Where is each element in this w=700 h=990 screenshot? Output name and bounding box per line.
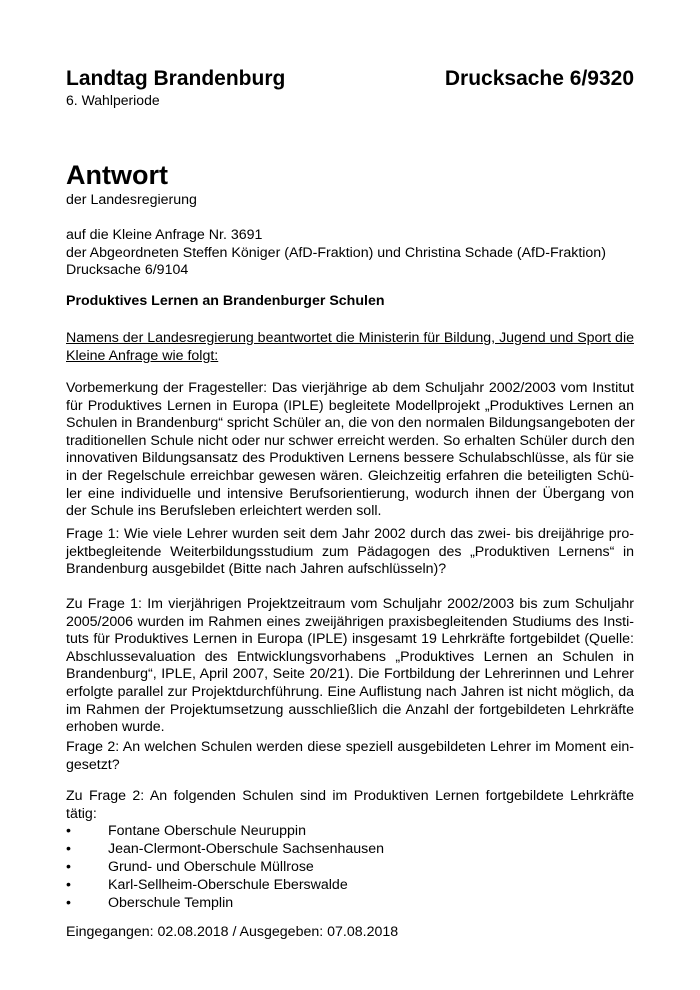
vorbemerkung-line: ler eine individuelle und intensive Berufsorientierung, wodurch ihnen der Übergang von [66,485,634,502]
vorbemerkung-line: Vorbemerkung der Fragesteller: Das vierjährige ab dem Schuljahr 2002/2003 vom Institut [66,380,634,396]
vorbemerkung-block [66,380,634,521]
frage2-block [66,739,634,774]
bullet-icon: • [66,895,71,911]
antwort2-line: tätig: [66,805,97,822]
antwort2-line: Zu Frage 2: An folgenden Schulen sind im Produktiven Lernen fortgebildete Lehrkräfte [66,788,634,804]
list-item [66,840,634,858]
antwort1-block [66,596,634,737]
list-item [66,822,634,840]
school-name: Karl-Sellheim-Oberschule Eberswalde [108,877,348,893]
bullet-icon: • [66,823,71,839]
frage1-line: jektbegleitende Weiterbildungsstudium zum Pädagogen des „Produktiven Lernens“ in [66,543,634,560]
date-footer: Eingegangen: 02.08.2018 / Ausgegeben: 07.08.2018 [66,924,399,940]
vorbemerkung-line: traditionellen Schule nicht oder nur schwer erreicht werden. So erhalten Schüler durch den [66,432,635,449]
list-item [66,876,634,894]
antwort1-line: Abschlussevaluation des Entwicklungsvorhabens „Produktives Lernen an Schulen in [66,648,634,665]
intro-line: Namens der Landesregierung beantwortet die Ministerin für Bildung, Jugend und Sport die [66,330,634,346]
list-item [66,858,634,876]
heading-subtitle: der Landesregierung [66,192,197,208]
anfrage-line: auf die Kleine Anfrage Nr. 3691 [66,227,263,243]
vorbemerkung-line: Schulen in Brandenburg“ spricht Schüler an, die von den normalen Bildungsangeboten der [66,415,635,432]
list-item [66,894,634,912]
vorbemerkung-line: der Schule ins Berufsleben erleichtert werden soll. [66,503,382,520]
antwort1-line: Brandenburg“, IPLE, April 2007, Seite 20/21). Die Fortbildung der Lehrerinnen und Lehrer [66,666,634,683]
anfrage-block [66,227,634,280]
frage1-line: Frage 1: Wie viele Lehrer wurden seit dem Jahr 2002 durch das zwei- bis dreijährige pro- [66,526,634,542]
anfrage-line: der Abgeordneten Steffen Königer (AfD-Fraktion) und Christina Schade (AfD-Fraktion) [66,244,606,261]
bullet-icon: • [66,859,71,875]
anfrage-line: Drucksache 6/9104 [66,262,189,279]
footer-block [66,924,634,942]
antwort1-line: im Rahmen der Projektumsetzung ausschließlich die Anzahl der fortgebildeten Lehrkräfte [66,701,634,718]
antwort2-block [66,788,634,823]
school-name: Fontane Oberschule Neuruppin [108,823,306,839]
antwort1-line: Zu Frage 1: Im vierjährigen Projektzeitraum vom Schuljahr 2002/2003 bis zum Schuljahr [66,596,634,612]
document-heading: Antwort [66,160,168,190]
drucksache-number: Drucksache 6/9320 [444,67,634,90]
heading-subtitle-block [66,192,634,210]
bullet-icon: • [66,841,71,857]
antwort1-line: tuts für Produktives Lernen in Europa (IPLE) insgesamt 19 Lehrkräfte fortgebildet (Quelle: [66,631,634,648]
school-name: Jean-Clermont-Oberschule Sachsenhausen [108,841,385,857]
subject-block [66,293,634,311]
intro-line: Kleine Anfrage wie folgt: [66,347,219,364]
frage2-line: Frage 2: An welchen Schulen werden diese speziell ausgebildeten Lehrer im Moment ein- [66,739,634,755]
frage1-block [66,526,634,579]
antwort1-line: 2005/2006 wurden im Rahmen eines zweijährigen praxisbegleitenden Studiums des Insti- [66,613,634,630]
frage2-line: gesetzt? [66,756,120,773]
bullet-icon: • [66,877,71,893]
intro-block [66,330,634,365]
subject-title: Produktives Lernen an Brandenburger Schulen [66,293,385,309]
school-list [66,822,634,912]
vorbemerkung-line: in der Regelschule erreichbar gewesen wären. Gleichzeitig erfahren die beteiligten Schü- [66,467,634,484]
document-header [66,67,634,91]
antwort1-line: erhoben wurde. [66,719,165,736]
document-page [66,0,634,990]
parliament-title: Landtag Brandenburg [66,67,286,90]
school-name: Oberschule Templin [108,895,234,911]
antwort1-line: erfolgte parallel zur Projektdurchführung. Eine Auflistung nach Jahren ist nicht möglich, da [66,683,634,700]
vorbemerkung-line: für Produktives Lernen in Europa (IPLE) begleitete Modellprojekt „Produktives Lernen an [66,397,634,414]
school-name: Grund- und Oberschule Müllrose [108,859,314,875]
wahlperiode-label: 6. Wahlperiode [66,92,160,108]
frage1-line: Brandenburg ausgebildet (Bitte nach Jahren aufschlüsseln)? [66,561,447,578]
vorbemerkung-line: innovativen Bildungsansatz des Produktiven Lernens bessere Schulabschlüsse, als für sie [66,450,634,467]
